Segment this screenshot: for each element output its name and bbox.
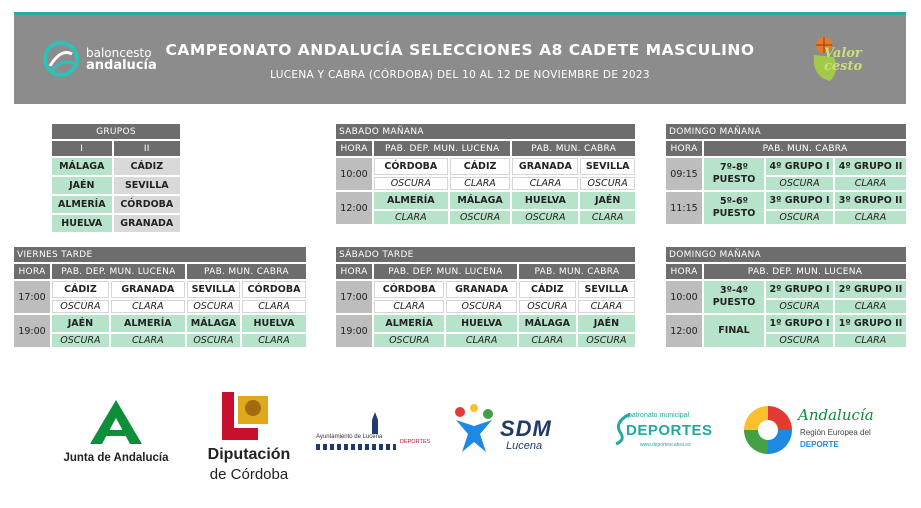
team-cell: MÁLAGA (519, 315, 576, 332)
placement-label (704, 315, 764, 347)
viernes-tarde-table (12, 245, 308, 349)
ayuntamiento-lucena-logo (316, 412, 436, 460)
jersey-color: CLARA (835, 334, 906, 347)
team-cell: HUELVA (446, 315, 517, 332)
team-cell: GRANADA (111, 281, 185, 298)
venue-header: PAB. DEP. MUN. LUCENA (374, 141, 510, 156)
header-banner (14, 12, 906, 104)
team-cell: ALMERÍA (374, 192, 448, 209)
team-cell: 1º GRUPO II (835, 315, 906, 332)
session-title: SABADO MAÑANA (336, 124, 635, 139)
jersey-color: CLARA (519, 334, 576, 347)
jersey-color: OSCURA (578, 334, 635, 347)
group-i-header: I (52, 141, 112, 156)
venue-header: PAB. DEP. MUN. LUCENA (704, 264, 906, 279)
jersey-color: CLARA (835, 300, 906, 313)
sdm-sub-text: Lucena (506, 440, 543, 452)
group-ii-header: II (114, 141, 180, 156)
andalucia-circle-icon (742, 404, 794, 456)
match-time: 09:15 (666, 158, 702, 190)
placement-range: 3º-4º (720, 285, 748, 297)
jersey-color: CLARA (835, 177, 906, 190)
team-cell: JAÉN (52, 315, 109, 332)
jersey-color: OSCURA (187, 334, 240, 347)
venue-header: PAB. MUN. CABRA (187, 264, 306, 279)
group-i-team: MÁLAGA (52, 158, 112, 175)
jersey-color: OSCURA (519, 300, 576, 313)
hora-header: HORA (336, 264, 372, 279)
jersey-color: CLARA (578, 300, 635, 313)
match-time: 17:00 (336, 281, 372, 313)
jersey-color: OSCURA (766, 211, 833, 224)
team-cell: 4º GRUPO I (766, 158, 833, 175)
placement-label (704, 158, 764, 190)
jersey-color: CLARA (111, 300, 185, 313)
placement-label (704, 192, 764, 224)
groups-table (50, 122, 182, 234)
session-title: SÁBADO TARDE (336, 247, 635, 262)
jersey-color: CLARA (835, 211, 906, 224)
hora-header: HORA (336, 141, 372, 156)
venue-header: PAB. MUN. CABRA (519, 264, 635, 279)
team-cell: SEVILLA (187, 281, 240, 298)
valor-cesto-text: Valor cesto (824, 46, 863, 74)
team-cell: CÓRDOBA (374, 281, 444, 298)
match-time: 12:00 (666, 315, 702, 347)
diputacion-sub-text: de Córdoba (209, 466, 289, 483)
jersey-color: OSCURA (52, 334, 109, 347)
jersey-color: CLARA (242, 334, 306, 347)
diputacion-text: Diputación (207, 446, 291, 463)
sabado-manana-table (334, 122, 637, 226)
jersey-color: OSCURA (374, 334, 444, 347)
placement-range: FINAL (718, 325, 750, 337)
team-cell: SEVILLA (578, 281, 635, 298)
lucena-bar-pattern (316, 444, 396, 450)
jersey-color: OSCURA (446, 300, 517, 313)
diputacion-cordoba-logo (196, 390, 302, 486)
team-cell: CÁDIZ (52, 281, 109, 298)
jersey-color: CLARA (512, 177, 578, 190)
team-cell: MÁLAGA (187, 315, 240, 332)
groups-title: GRUPOS (52, 124, 180, 139)
patronato-url-text: www.deportescabra.es (640, 442, 691, 448)
andalucia-text: Andalucía (798, 406, 874, 424)
valor-cesto-logo (810, 33, 886, 85)
jersey-color: OSCURA (450, 211, 511, 224)
lucena-text: Ayuntamiento de Lucena (316, 434, 383, 440)
team-cell: JAÉN (578, 315, 635, 332)
jersey-color: CLARA (374, 211, 448, 224)
team-cell: CÓRDOBA (242, 281, 306, 298)
team-cell: ALMERÍA (374, 315, 444, 332)
placement-word: PUESTO (712, 208, 756, 219)
sdm-figures-icon (452, 404, 496, 454)
group-ii-team: GRANADA (114, 215, 180, 232)
jersey-color: OSCURA (52, 300, 109, 313)
match-time: 10:00 (336, 158, 372, 190)
match-time: 17:00 (14, 281, 50, 313)
team-cell: JAÉN (580, 192, 635, 209)
jersey-color: OSCURA (766, 177, 833, 190)
team-cell: 4º GRUPO II (835, 158, 906, 175)
team-cell: GRANADA (512, 158, 578, 175)
team-cell: 3º GRUPO I (766, 192, 833, 209)
lucena-deportes-text: DEPORTES (400, 439, 431, 445)
jersey-color: OSCURA (580, 177, 635, 190)
junta-andalucia-logo (54, 398, 178, 478)
team-cell: CÓRDOBA (374, 158, 448, 175)
jersey-color: OSCURA (766, 334, 833, 347)
jersey-color: OSCURA (374, 177, 448, 190)
placement-range: 7º-8º (720, 162, 748, 174)
match-time: 19:00 (14, 315, 50, 347)
placement-word: PUESTO (712, 174, 756, 185)
placement-word: PUESTO (712, 297, 756, 308)
team-cell: HUELVA (512, 192, 578, 209)
placement-label (704, 281, 764, 313)
venue-header: PAB. MUN. CABRA (512, 141, 635, 156)
patronato-text: patronato municipal (628, 412, 690, 419)
hora-header: HORA (666, 141, 702, 156)
junta-a-icon (86, 398, 146, 446)
group-ii-team: CÓRDOBA (114, 196, 180, 213)
session-title: DOMINGO MAÑANA (666, 247, 906, 262)
team-cell: GRANADA (446, 281, 517, 298)
team-cell: 2º GRUPO II (835, 281, 906, 298)
team-cell: 2º GRUPO I (766, 281, 833, 298)
group-i-team: HUELVA (52, 215, 112, 232)
team-cell: SEVILLA (580, 158, 635, 175)
venue-header: PAB. DEP. MUN. LUCENA (374, 264, 517, 279)
patronato-deportes-logo (612, 408, 713, 456)
hora-header: HORA (666, 264, 702, 279)
sponsor-logos (0, 384, 921, 494)
match-time: 11:15 (666, 192, 702, 224)
jersey-color: CLARA (242, 300, 306, 313)
page-title: CAMPEONATO ANDALUCÍA SELECCIONES A8 CADETE MASCULINO (165, 41, 755, 59)
jersey-color: CLARA (111, 334, 185, 347)
page-subtitle: LUCENA Y CABRA (CÓRDOBA) DEL 10 AL 12 DE NOVIEMBRE DE 2023 (270, 69, 650, 81)
group-i-team: JAÉN (52, 177, 112, 194)
group-ii-team: SEVILLA (114, 177, 180, 194)
venue-header: PAB. DEP. MUN. LUCENA (52, 264, 185, 279)
jersey-color: OSCURA (512, 211, 578, 224)
match-time: 10:00 (666, 281, 702, 313)
venue-header: PAB. MUN. CABRA (704, 141, 906, 156)
match-time: 19:00 (336, 315, 372, 347)
domingo-manana-cabra-table (664, 122, 908, 226)
diputacion-shield-icon (220, 390, 272, 440)
team-cell: CÁDIZ (519, 281, 576, 298)
session-title: DOMINGO MAÑANA (666, 124, 906, 139)
jersey-color: OSCURA (187, 300, 240, 313)
team-cell: ALMERÍA (111, 315, 185, 332)
group-ii-team: CÁDIZ (114, 158, 180, 175)
jersey-color: CLARA (446, 334, 517, 347)
match-time: 12:00 (336, 192, 372, 224)
sdm-lucena-logo (452, 404, 568, 460)
hora-header: HORA (14, 264, 50, 279)
domingo-manana-lucena-table (664, 245, 908, 349)
team-cell: MÁLAGA (450, 192, 511, 209)
andalucia-region-text: Región Europea del (800, 428, 871, 437)
sdm-text: SDM (500, 416, 552, 441)
team-cell: HUELVA (242, 315, 306, 332)
team-cell: 3º GRUPO II (835, 192, 906, 209)
patronato-deportes-text: DEPORTES (626, 422, 713, 439)
logo-text-line2: andalucía (86, 57, 157, 73)
jersey-color: CLARA (450, 177, 511, 190)
tower-icon (368, 412, 382, 434)
jersey-color: CLARA (374, 300, 444, 313)
logo-text-line1: baloncesto (86, 45, 152, 60)
group-i-team: ALMERÍA (52, 196, 112, 213)
andalucia-deporte-logo (742, 404, 892, 464)
placement-range: 5º-6º (720, 196, 748, 208)
andalucia-deporte-text: DEPORTE (800, 440, 839, 449)
junta-text: Junta de Andalucía (63, 452, 169, 464)
session-title: VIERNES TARDE (14, 247, 306, 262)
team-cell: 1º GRUPO I (766, 315, 833, 332)
team-cell: CÁDIZ (450, 158, 511, 175)
sabado-tarde-table (334, 245, 637, 349)
jersey-color: OSCURA (766, 300, 833, 313)
jersey-color: CLARA (580, 211, 635, 224)
